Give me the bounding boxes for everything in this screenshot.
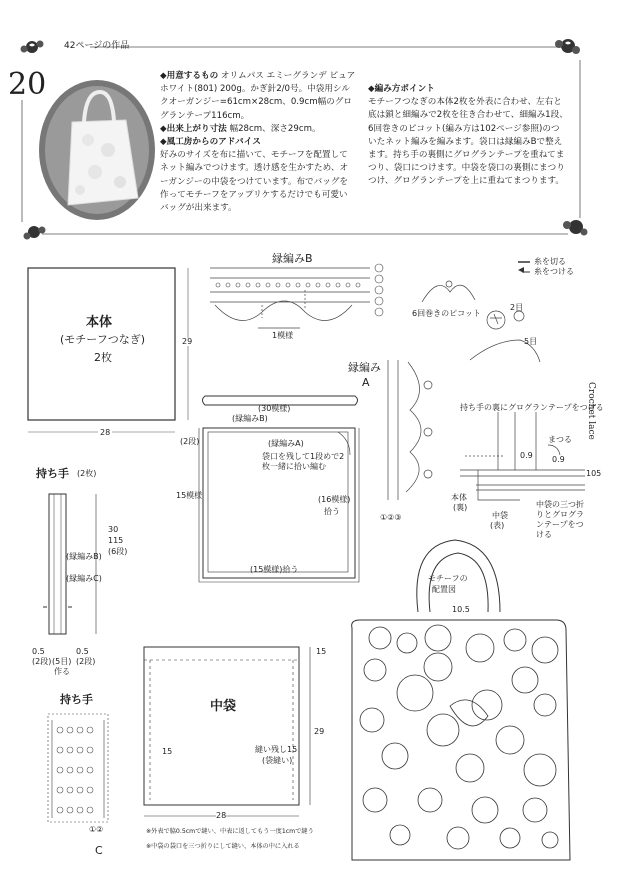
assembly-bottom-15: (15模様)拾う — [250, 565, 299, 574]
lining-note-1: ※外表で脇0.5cmで縫い、中表に返してもう一度1cmで縫う — [146, 828, 314, 835]
edging-b-stitches — [216, 283, 360, 287]
body-panel-count: 2枚 — [94, 351, 112, 364]
handle-strap-dim-seq: (6段) — [108, 547, 128, 556]
handle-strap-count: (2枚) — [77, 469, 97, 478]
edging-b-title: 縁編みB — [272, 252, 313, 265]
handle-attach-tape-note: 中袋の三つ折りとグログランテープをつける — [536, 500, 584, 539]
legend-cut-yarn: 糸を切る — [534, 257, 566, 266]
handle-attach-title: 持ち手の裏にグログランテープをつける — [460, 403, 604, 412]
handle-strap-edging-b: (縁編みB) — [66, 552, 102, 561]
size-heading: ◆出来上がり寸法 — [160, 123, 227, 134]
points-heading: ◆編み方ポイント — [368, 84, 435, 94]
edging-b-chart — [210, 268, 370, 328]
handle-attach-body-label: 本体 — [451, 493, 467, 502]
assembly-diagram — [199, 396, 359, 582]
assembly-left-15: 15模様 — [176, 491, 203, 500]
handle-strap-dim-30: 30 — [108, 525, 119, 534]
handle-strap-w5: 0.5 — [76, 647, 89, 656]
intro-left-column — [160, 70, 356, 215]
assembly-edging-b: (縁編みB) — [232, 414, 268, 423]
handle-attach-dim-b: 0.9 — [552, 455, 565, 464]
handle-strap-edging-c: (縁編みC) — [66, 574, 102, 583]
assembly-right-pick: 拾う — [324, 507, 340, 516]
assembly-right-16: (16模様) — [318, 495, 351, 504]
handle-strap-title: 持ち手 — [36, 467, 69, 480]
picot-step-2: 2目 — [510, 303, 524, 312]
advice-heading: ◆風工房からのアドバイス — [160, 137, 261, 148]
side-running-title: Crochet lace — [586, 382, 596, 440]
lining-right-note2: (袋縫い) — [262, 756, 293, 765]
handle-attach-body-side: (裏) — [453, 503, 468, 512]
body-panel-title: 本体 — [86, 315, 113, 330]
edging-a-letter: A — [362, 376, 370, 389]
assembly-pattern-30: (30模様) — [258, 404, 291, 413]
lining-top-15: 15 — [316, 647, 327, 656]
handle-attach-dim-a: 0.9 — [520, 451, 533, 460]
motif-layout-title-1: モチーフの — [428, 574, 468, 583]
motif-layout-title-2: 配置図 — [432, 585, 456, 594]
body-panel-width: 28 — [100, 428, 111, 437]
page-reference: 42ページの作品 — [64, 41, 130, 51]
rose-ornament-top-right — [555, 39, 580, 54]
edging-a-chart — [388, 360, 432, 500]
handle-chart-title: 持ち手 — [60, 693, 93, 706]
size-text: 幅28cm、深さ29cm。 — [229, 123, 321, 134]
handle-chart-loops — [57, 727, 93, 813]
edging-a-steps: ①②③ — [380, 513, 402, 522]
intro-right-column — [368, 83, 568, 189]
pattern-number: 20 — [8, 67, 47, 102]
bag-photo — [39, 80, 155, 220]
handle-strap-w6: (2段) — [76, 657, 96, 666]
picot-label: 6回巻きのピコット — [412, 309, 481, 318]
points-text: モチーフつなぎの本体2枚を外表に合わせ、左右と底は鎖と細編みで2枚を往き合わせて、細編み1段、6回巻きのピコット(編み方は102ページ参照)のついたネット編みを編みます。袋口は縁編みBで整えます。持ち手の裏側にグログランテープを重ねてまつり、袋口につけます。中袋を袋口の裏側にまつりつけ、グログランテープを上に重ねてまつります。 — [368, 97, 568, 187]
rose-ornament-mid-left — [24, 226, 46, 240]
handle-attach-matsuru: まつる — [548, 435, 572, 444]
body-panel-subtitle: (モチーフつなぎ) — [60, 333, 146, 346]
edging-a-title: 縁編み — [348, 361, 381, 374]
lining-diagram — [144, 647, 310, 816]
handle-attach-lining-label: 中袋 — [492, 511, 508, 520]
handle-attach-lining-side: (表) — [490, 521, 505, 530]
motif-flowers — [360, 625, 558, 849]
assembly-note: 袋口を残して1段めで2枚一緒に拾い編む — [262, 452, 345, 471]
rose-ornament-top-left — [21, 41, 44, 54]
handle-strap-w2: (2段) — [32, 657, 52, 666]
lining-height: 29 — [314, 727, 325, 736]
handle-strap-w3: 作る — [54, 667, 70, 676]
page-number: 105 — [586, 469, 602, 478]
picot-step-5: 5目 — [524, 337, 538, 346]
lining-left-15: 15 — [162, 747, 173, 756]
body-panel-height: 29 — [182, 337, 193, 346]
lining-right-note: 縫い残し15 — [255, 745, 298, 754]
advice-text: 好みのサイズを布に描いて、モチーフを配置してネット編みでつけます。透け感を生かすため、オーガンジーの中袋をつけています。布でバッグを作ってモチーフをアップリケするだけでも可愛いバッグが出来ます。 — [160, 150, 349, 214]
handle-strap-w4: (5目) — [52, 657, 72, 666]
handle-chart-letter: C — [95, 844, 103, 857]
handle-chart-steps: ①② — [89, 825, 104, 834]
handle-strap-diagram — [43, 494, 96, 634]
assembly-edging-a: (縁編みA) — [268, 439, 304, 448]
edging-b-repeat: 1模様 — [272, 331, 294, 340]
materials-heading: ◆用意するもの — [160, 71, 219, 81]
rose-ornament-mid-right — [563, 220, 588, 236]
lining-title: 中袋 — [210, 699, 237, 714]
lining-width: 28 — [216, 811, 227, 820]
motif-layout-width: 10.5 — [452, 605, 470, 614]
handle-strap-dim-115: 115 — [108, 536, 124, 545]
assembly-left-rows: (2段) — [180, 437, 200, 446]
handle-strap-w1: 0.5 — [32, 647, 45, 656]
picot-diagram — [422, 281, 540, 362]
legend-join-yarn: 糸をつける — [534, 267, 574, 276]
materials-text: オリムパス エミーグランデ ピュアホワイト(801) 200g。かぎ針2/0号。中袋用シルクオーガンジー=61cm×28cm、0.9cm幅のグログランテープ116cm。 — [160, 71, 356, 121]
lining-note-2: ※中袋の袋口を三つ折りにして縫い、本体の中に入れる — [146, 843, 300, 850]
